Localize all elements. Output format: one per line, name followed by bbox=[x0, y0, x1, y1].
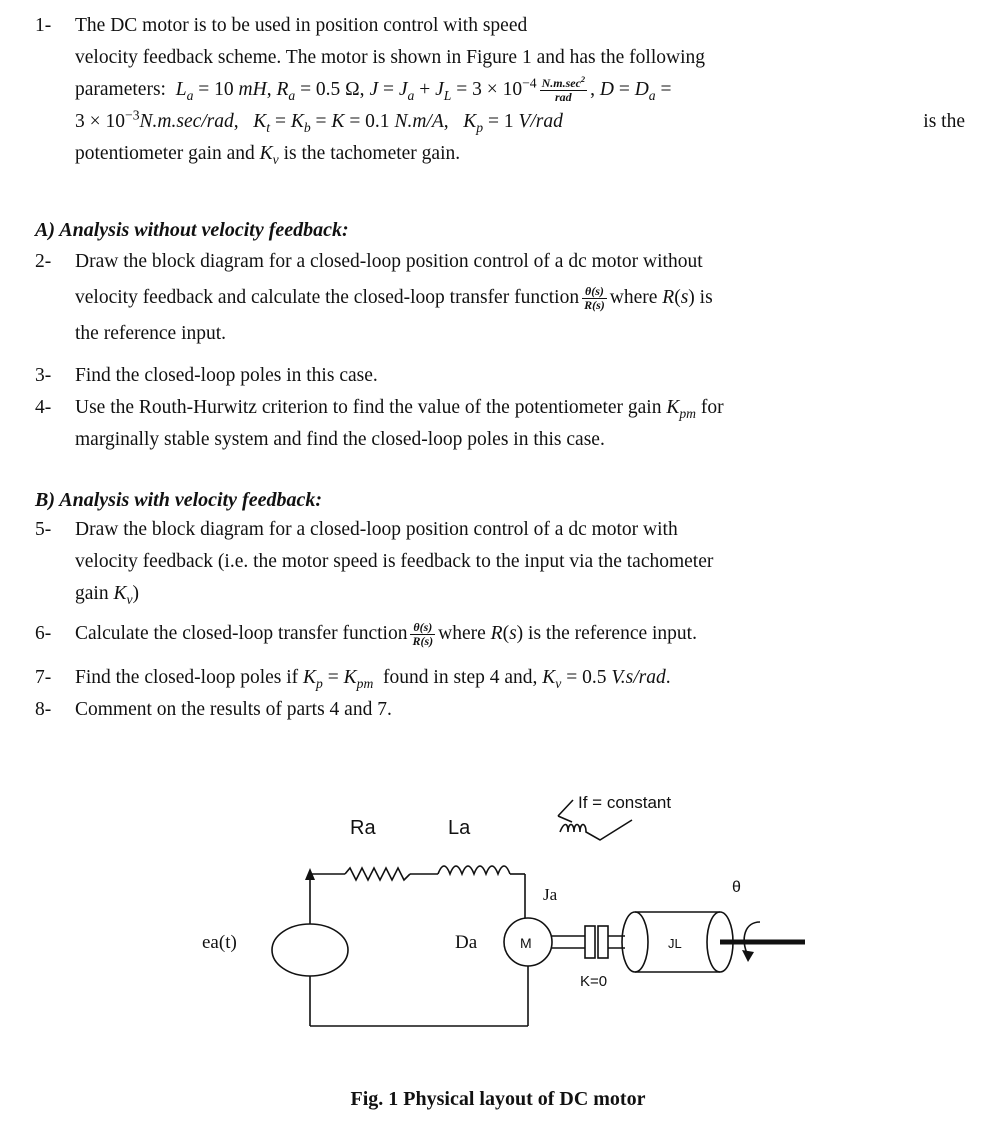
label-ea: ea(t) bbox=[202, 932, 237, 953]
item-number: 7- bbox=[35, 667, 52, 688]
item-2-line-1: Draw the block diagram for a closed-loop position control of a dc motor without bbox=[75, 251, 703, 272]
problem-item-2 bbox=[35, 246, 965, 350]
field-flux-tail bbox=[558, 816, 572, 822]
label-if: If = constant bbox=[578, 793, 672, 812]
item-3-text: Find the closed-loop poles in this case. bbox=[75, 365, 378, 386]
problem-item-8 bbox=[35, 694, 965, 726]
item-4-line-2: marginally stable system and find the closed-loop poles in this case. bbox=[75, 429, 605, 450]
item-1-is-the: is the bbox=[923, 111, 965, 132]
item-1-params-line-2: $3 \times 10^{-3}N.m.\sec$/rad, $K_t = K_b = K = 0.1$ N.m/A, $K_p = 1$ V/rad is the bbox=[75, 106, 965, 138]
section-a-heading: A) Analysis without velocity feedback: bbox=[35, 219, 349, 241]
label-k: K=0 bbox=[580, 973, 608, 990]
inductor-la bbox=[438, 866, 510, 874]
load-left-face bbox=[622, 912, 648, 972]
coupling-left bbox=[585, 926, 595, 958]
item-2-line-2: velocity feedback and calculate the closed-loop transfer function $\frac{\theta(s)}{R(s)}$ where R(s) is bbox=[75, 284, 713, 313]
figure-caption: Fig. 1 Physical layout of DC motor bbox=[350, 1088, 646, 1110]
label-m: M bbox=[520, 935, 532, 951]
item-number: 3- bbox=[35, 365, 52, 386]
item-number: 4- bbox=[35, 397, 52, 418]
item-1-lead: The DC motor is to be used in position control with speed bbox=[75, 15, 528, 36]
label-theta: θ bbox=[732, 879, 741, 896]
item-6-text: Calculate the closed-loop transfer function $\frac{\theta(s)}{R(s)}$ where R(s) is the reference input. bbox=[75, 620, 697, 649]
coupling-right bbox=[598, 926, 608, 958]
dc-motor-figure bbox=[180, 770, 840, 1070]
resistor-ra bbox=[345, 868, 410, 880]
item-5-line-2: velocity feedback (i.e. the motor speed is feedback to the input via the tachometer bbox=[75, 551, 714, 572]
item-1-tail: potentiometer gain and $K_v$ is the tachometer gain. bbox=[75, 143, 461, 167]
problem-item-4 bbox=[35, 392, 965, 456]
label-la: La bbox=[448, 817, 471, 839]
problem-item-6 bbox=[35, 614, 965, 654]
item-8-text: Comment on the results of parts 4 and 7. bbox=[75, 699, 392, 720]
problem-item-1 bbox=[35, 10, 965, 170]
item-2-line-3: the reference input. bbox=[75, 323, 227, 344]
section-b-heading: B) Analysis with velocity feedback: bbox=[35, 489, 322, 511]
problem-item-5 bbox=[35, 514, 965, 610]
item-5-line-1: Draw the block diagram for a closed-loop position control of a dc motor with bbox=[75, 519, 678, 540]
item-number: 6- bbox=[35, 623, 52, 644]
rotation-arrowhead bbox=[742, 950, 754, 962]
label-ra: Ra bbox=[350, 817, 376, 839]
item-1-line-2: velocity feedback scheme. The motor is shown in Figure 1 and has the following bbox=[75, 47, 705, 68]
item-number: 1- bbox=[35, 15, 52, 36]
problem-item-3 bbox=[35, 360, 965, 392]
item-5-line-3: gain $K_v$) bbox=[75, 583, 140, 607]
item-number: 8- bbox=[35, 699, 52, 720]
voltage-source bbox=[272, 924, 348, 976]
problem-item-7 bbox=[35, 662, 965, 694]
item-number: 2- bbox=[35, 251, 52, 272]
item-4-line-1: Use the Routh-Hurwitz criterion to find the value of the potentiometer gain $K_{pm}$ for bbox=[75, 397, 724, 421]
item-1-params-line-1: parameters: $L_a = 10$ mH, $R_a = 0.5$ Ω, $J = J_a + J_L = 3 \times 10^{-4}$ $\frac{N.m.\sec^2}{\text{rad}}$ , $D = D_a$ = bbox=[75, 75, 672, 105]
item-number: 5- bbox=[35, 519, 52, 540]
label-da: Da bbox=[455, 932, 478, 953]
label-jl: JL bbox=[668, 936, 682, 951]
label-ja: Ja bbox=[543, 885, 558, 904]
item-7-text: Find the closed-loop poles if $K_p = K_{pm}$ found in step 4 and, $K_v = 0.5$ V.s/rad. bbox=[75, 667, 671, 691]
